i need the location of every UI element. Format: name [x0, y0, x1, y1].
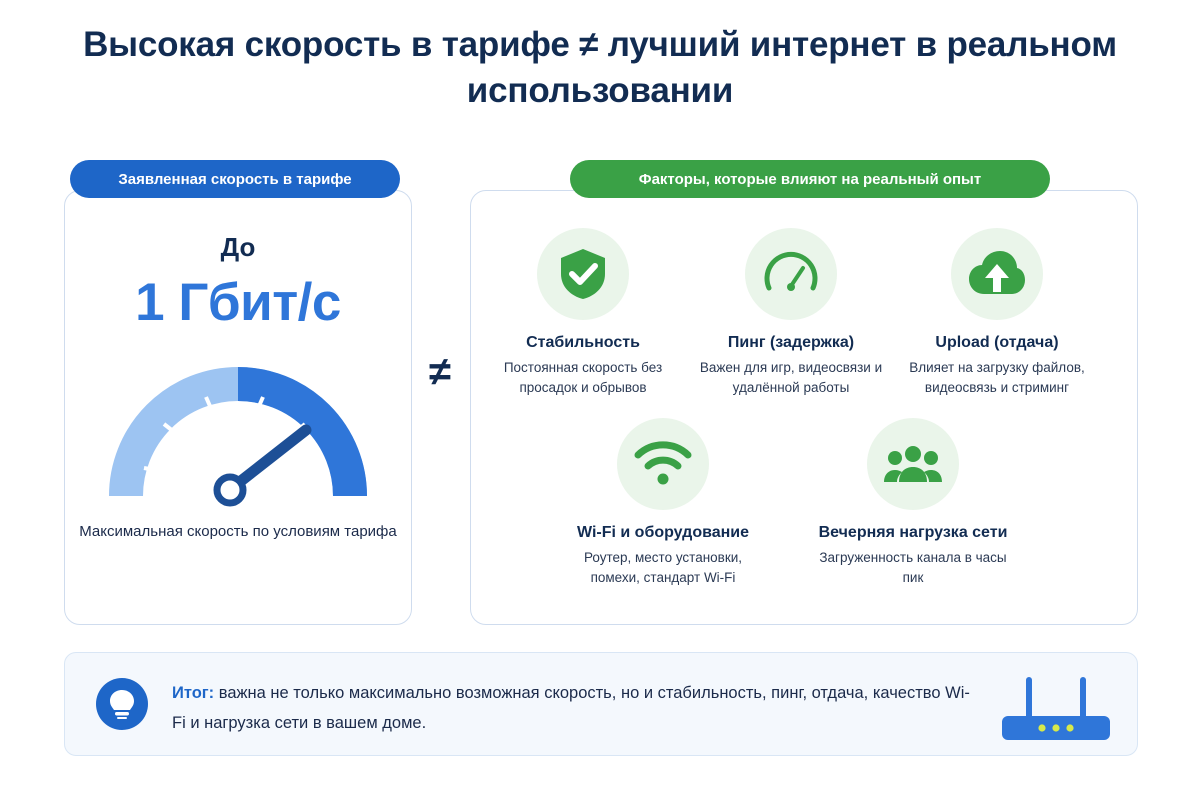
page-title: Высокая скорость в тарифе ≠ лучший интернет в реальном использовании	[83, 25, 1117, 110]
factor-desc: Загруженность канала в часы пик	[819, 550, 1007, 585]
shield-check-icon	[537, 228, 629, 320]
speedometer-icon	[108, 358, 368, 508]
gauge-icon	[745, 228, 837, 320]
declared-speed-badge-label: Заявленная скорость в тарифе	[118, 170, 352, 188]
factors-badge-label: Факторы, которые влияют на реальный опыт	[638, 170, 982, 188]
users-group-icon	[867, 418, 959, 510]
declared-speed-prefix: До	[220, 232, 256, 262]
factor-upload	[892, 228, 1102, 398]
factor-desc: Постоянная скорость без просадок и обрывов	[503, 360, 663, 395]
factor-wifi	[558, 418, 768, 588]
factor-stability	[478, 228, 688, 398]
factor-title: Вечерняя нагрузка сети	[818, 524, 1008, 541]
factor-title: Wi-Fi и оборудование	[576, 524, 750, 541]
not-equal-sign: ≠	[429, 350, 451, 394]
declared-speed-badge	[70, 160, 400, 198]
factor-evening-load	[808, 418, 1018, 588]
factor-desc: Влияет на загрузку файлов, видеосвязь и стриминг	[909, 360, 1085, 395]
declared-speed-value: 1 Гбит/с	[135, 273, 341, 332]
summary-text	[172, 678, 972, 738]
factor-desc: Важен для игр, видеосвязи и удалённой работы	[699, 360, 883, 395]
factor-ping	[686, 228, 896, 398]
wifi-icon	[617, 418, 709, 510]
summary-label: Итог:	[172, 684, 215, 702]
factor-title: Стабильность	[526, 334, 640, 351]
factor-desc: Роутер, место установки, помехи, стандарт Wi-Fi	[583, 550, 743, 585]
declared-speed-caption: Максимальная скорость по условиям тарифа	[79, 523, 397, 540]
cloud-upload-icon	[951, 228, 1043, 320]
factor-title: Upload (отдача)	[935, 334, 1059, 351]
lightbulb-icon	[96, 678, 148, 730]
router-icon	[996, 676, 1116, 742]
factors-badge	[570, 160, 1050, 198]
summary-body: важна не только максимально возможная скорость, но и стабильность, пинг, отдача, качество Wi-Fi и нагрузка сети в вашем доме.	[172, 684, 970, 732]
factor-title: Пинг (задержка)	[727, 334, 855, 351]
